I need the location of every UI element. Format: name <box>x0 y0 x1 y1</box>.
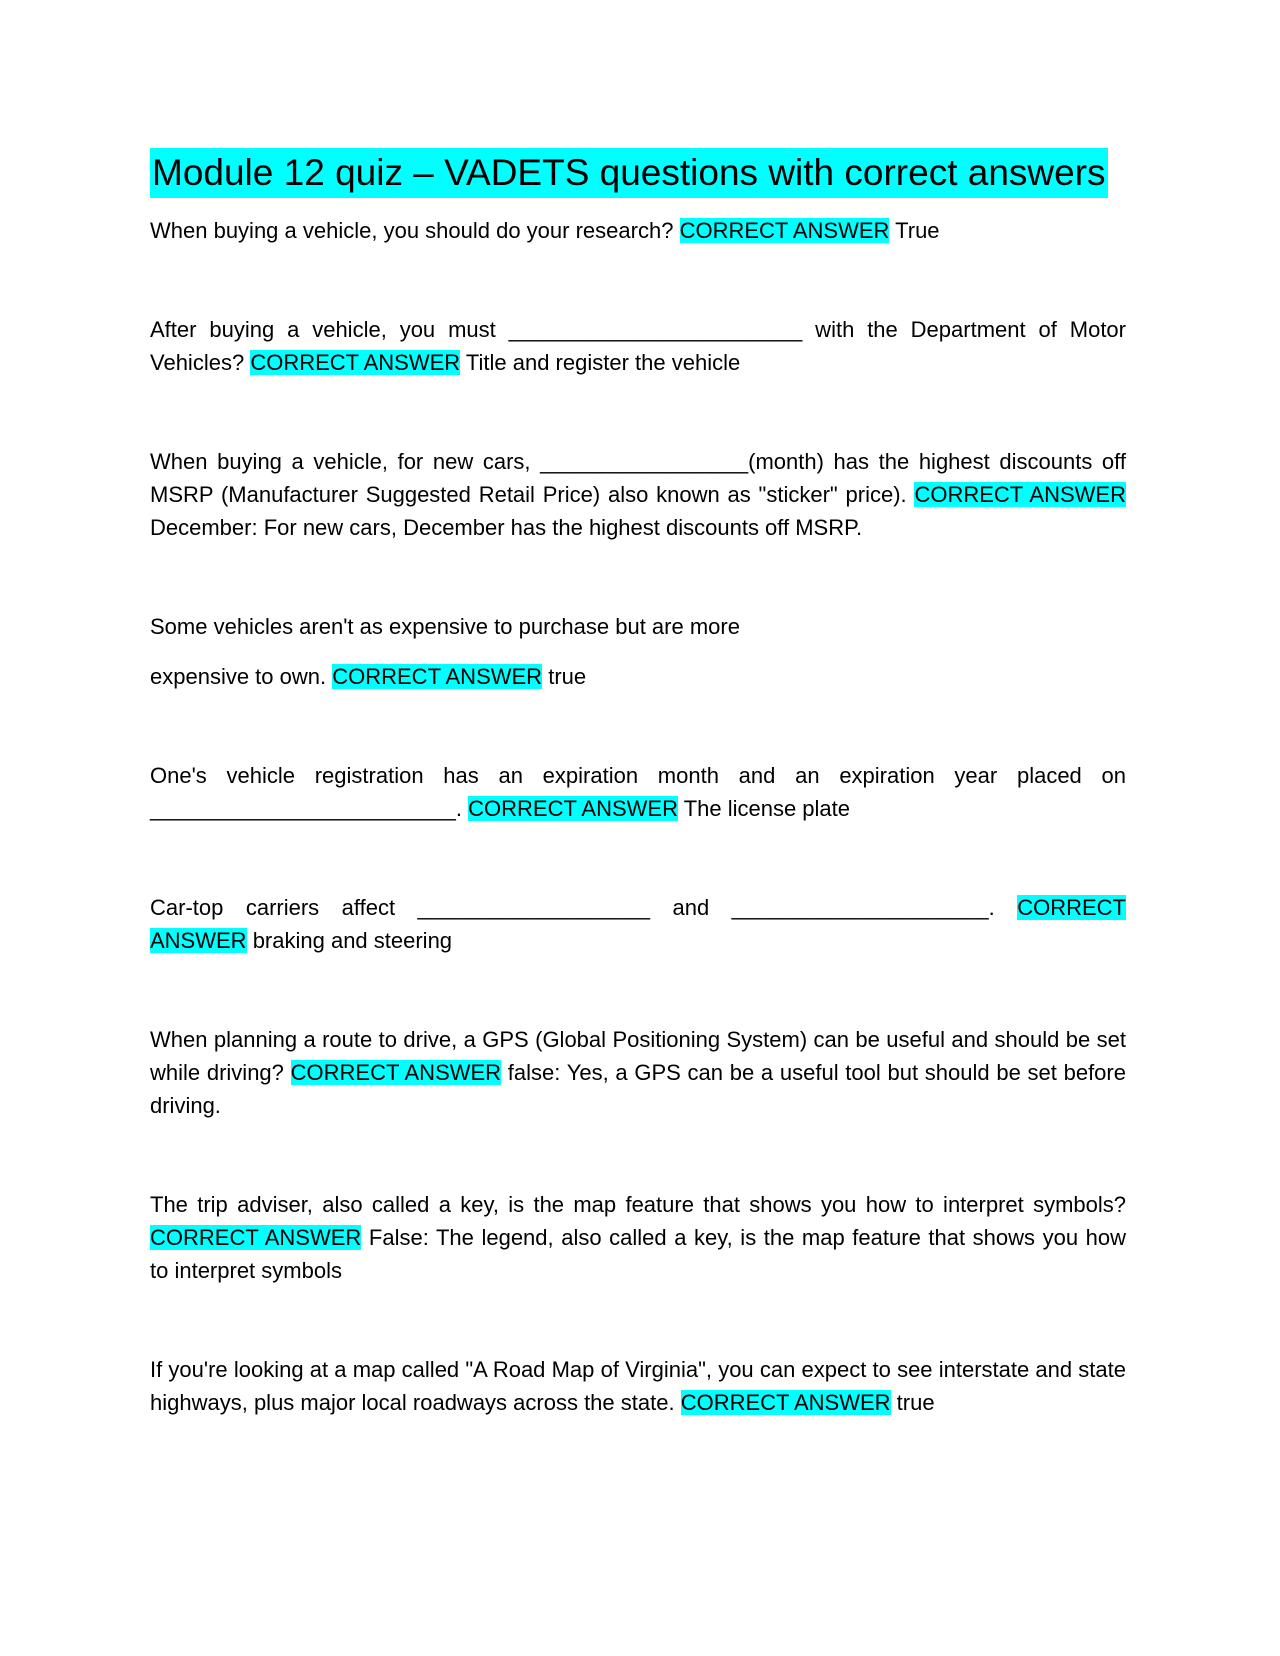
answer-text: Title and register the vehicle <box>465 350 741 375</box>
question-text-line-1: Some vehicles aren't as expensive to purchase but are more <box>150 614 740 639</box>
question-text: The trip adviser, also called a key, is the map feature that shows you how to interpret symbols? <box>150 1192 1126 1217</box>
qa-item-7 <box>150 1023 1126 1122</box>
qa-item-6 <box>150 891 1126 957</box>
document-title: Module 12 quiz – VADETS questions with correct answers <box>150 148 1108 198</box>
question-text: When buying a vehicle, for new cars, _________________(month) has the highest discounts off MSRP (Manufacturer Suggested Retail Price) also known as "sticker" price). <box>150 449 1126 507</box>
document-page <box>150 148 1126 1485</box>
question-text: After buying a vehicle, you must ________________________ with the Department of Motor Vehicles? <box>150 317 1126 375</box>
qa-item-2 <box>150 313 1126 379</box>
answer-text: true <box>896 1390 935 1415</box>
qa-item-5 <box>150 759 1126 825</box>
question-text: If you're looking at a map called "A Road Map of Virginia", you can expect to see interstate and state highways, plus major local roadways across the state. <box>150 1357 1126 1415</box>
answer-text: False: The legend, also called a key, is the map feature that shows you how to interpret symbols <box>150 1225 1126 1283</box>
correct-answer-label: CORRECT ANSWER <box>290 1060 502 1085</box>
answer-text: True <box>895 218 940 243</box>
qa-item-9 <box>150 1353 1126 1419</box>
question-text-line-2: expensive to own. <box>150 664 327 689</box>
correct-answer-label: CORRECT ANSWER <box>250 350 461 375</box>
question-text: One's vehicle registration has an expiration month and an expiration year placed on _________________________. <box>150 763 1126 821</box>
correct-answer-label: CORRECT ANSWER <box>332 664 543 689</box>
qa-item-4 <box>150 610 1126 693</box>
qa-item-3 <box>150 445 1126 544</box>
answer-text: The license plate <box>683 796 851 821</box>
correct-answer-label: CORRECT ANSWER <box>150 1225 362 1250</box>
question-text: Car-top carriers affect ___________________ and _____________________. <box>150 895 995 920</box>
question-text: When planning a route to drive, a GPS (Global Positioning System) can be useful and should be set while driving? <box>150 1027 1126 1085</box>
correct-answer-label: CORRECT ANSWER <box>150 895 1126 953</box>
answer-text: December: For new cars, December has the highest discounts off MSRP. <box>150 515 863 540</box>
question-text: When buying a vehicle, you should do your research? <box>150 218 674 243</box>
correct-answer-label: CORRECT ANSWER <box>679 218 890 243</box>
qa-item-8 <box>150 1188 1126 1287</box>
answer-text: braking and steering <box>252 928 453 953</box>
correct-answer-label: CORRECT ANSWER <box>468 796 678 821</box>
answer-text: true <box>548 664 587 689</box>
correct-answer-label: CORRECT ANSWER <box>680 1390 891 1415</box>
correct-answer-label: CORRECT ANSWER <box>914 482 1126 507</box>
qa-item-1 <box>150 214 1126 247</box>
answer-text: false: Yes, a GPS can be a useful tool but should be set before driving. <box>150 1060 1126 1118</box>
